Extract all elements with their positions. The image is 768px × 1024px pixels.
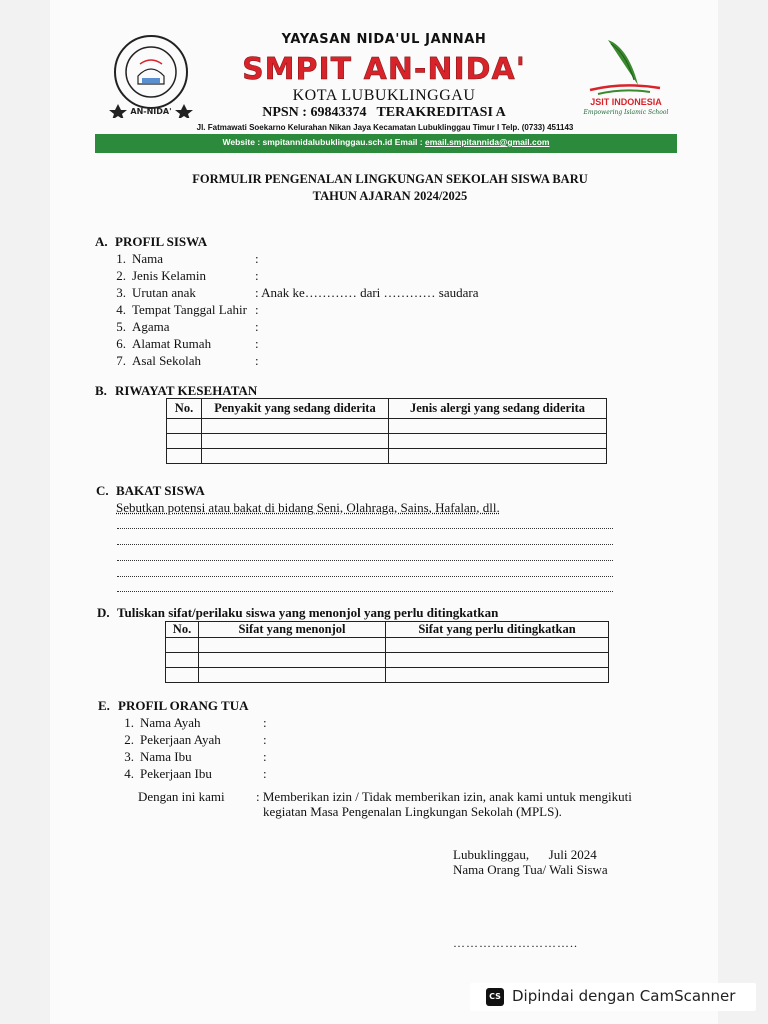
row-number: 4. xyxy=(116,302,126,317)
consent-statement-continued: kegiatan Masa Pengenalan Lingkungan Sekolah (MPLS). xyxy=(263,804,562,819)
school-logo xyxy=(108,32,194,118)
table-cell[interactable] xyxy=(202,419,389,434)
section-b-heading xyxy=(95,383,257,399)
health-table xyxy=(166,398,607,464)
section-a-letter: A. xyxy=(95,234,108,249)
table-cell[interactable] xyxy=(386,668,609,683)
section-d-heading xyxy=(97,605,498,621)
field-label: Nama Ibu xyxy=(140,749,192,764)
column-header: Jenis alergi yang sedang diderita xyxy=(389,399,607,419)
form-title: FORMULIR PENGENALAN LINGKUNGAN SEKOLAH SISWA BARU xyxy=(192,172,588,186)
row-number: 5. xyxy=(116,319,126,334)
camscanner-text: Dipindai dengan CamScanner xyxy=(512,987,736,1005)
field-label: Nama Ayah xyxy=(140,715,201,730)
contact-text xyxy=(95,137,677,147)
table-cell[interactable] xyxy=(199,653,386,668)
field-label: Urutan anak xyxy=(132,285,196,300)
talent-answer-line[interactable] xyxy=(117,527,613,529)
previous-school-field[interactable]: : xyxy=(255,353,259,368)
row-number: 4. xyxy=(124,766,134,781)
signature-role: Nama Orang Tua/ Wali Siswa xyxy=(453,862,608,877)
talent-answer-line[interactable] xyxy=(117,575,613,577)
column-header: No. xyxy=(166,622,199,638)
table-row xyxy=(167,419,607,434)
camscanner-icon: CS xyxy=(486,988,504,1006)
table-cell[interactable] xyxy=(389,419,607,434)
row-number: 3. xyxy=(116,285,126,300)
table-row xyxy=(166,638,609,653)
field-label: Pekerjaan Ibu xyxy=(140,766,212,781)
row-number: 2. xyxy=(116,268,126,283)
jsit-logo-title: JSIT INDONESIA xyxy=(590,97,662,107)
section-c-heading xyxy=(96,483,205,499)
talent-answer-line[interactable] xyxy=(117,590,613,592)
foundation-name: YAYASAN NIDA'UL JANNAH xyxy=(281,32,487,47)
section-b-letter: B. xyxy=(95,383,107,398)
section-b-title: RIWAYAT KESEHATAN xyxy=(115,383,258,398)
row-number: 1. xyxy=(124,715,134,730)
table-cell[interactable] xyxy=(199,638,386,653)
field-label: Pekerjaan Ayah xyxy=(140,732,221,747)
column-header: Sifat yang menonjol xyxy=(199,622,386,638)
birth-order-field[interactable]: : Anak ke………… dari ………… saudara xyxy=(255,285,479,300)
table-cell[interactable] xyxy=(386,653,609,668)
consent-statement[interactable]: : Memberikan izin / Tidak memberikan izin, anak kami untuk mengikuti xyxy=(256,789,632,804)
table-cell[interactable] xyxy=(202,434,389,449)
table-row xyxy=(167,434,607,449)
npsn-line xyxy=(200,105,568,121)
consent-label: Dengan ini kami xyxy=(138,789,225,804)
table-cell[interactable] xyxy=(202,449,389,464)
table-cell[interactable] xyxy=(167,419,202,434)
row-number: 7. xyxy=(116,353,126,368)
table-cell[interactable] xyxy=(166,638,199,653)
talent-instruction: Sebutkan potensi atau bakat di bidang Seni, Olahraga, Sains, Hafalan, dll. xyxy=(116,500,500,515)
table-cell[interactable] xyxy=(166,653,199,668)
gender-field[interactable]: : xyxy=(255,268,259,283)
section-a-heading xyxy=(95,234,207,250)
jsit-logo-tagline: Empowering Islamic School xyxy=(583,109,669,116)
column-header: Sifat yang perlu ditingkatkan xyxy=(386,622,609,638)
section-c-letter: C. xyxy=(96,483,109,498)
website: Website : smpitannidalubuklinggau.sch.id Email : xyxy=(222,137,425,147)
table-row xyxy=(167,449,607,464)
npsn: NPSN : 69843374 xyxy=(262,105,367,120)
table-row xyxy=(166,653,609,668)
section-e-letter: E. xyxy=(98,698,110,713)
father-name-field[interactable]: : xyxy=(263,715,267,730)
table-cell[interactable] xyxy=(166,668,199,683)
religion-field[interactable]: : xyxy=(255,319,259,334)
school-city: KOTA LUBUKLINGGAU xyxy=(292,87,476,104)
birth-place-date-field[interactable]: : xyxy=(255,302,259,317)
section-d-title: Tuliskan sifat/perilaku siswa yang menonjol yang perlu ditingkatkan xyxy=(117,605,499,620)
table-cell[interactable] xyxy=(167,434,202,449)
signature-place-date: Lubuklinggau, Juli 2024 xyxy=(453,847,597,862)
field-label: Agama xyxy=(132,319,170,334)
talent-answer-line[interactable] xyxy=(117,559,613,561)
section-e-heading xyxy=(98,698,249,714)
column-header: No. xyxy=(167,399,202,419)
school-name: SMPIT AN-NIDA' xyxy=(242,52,526,87)
row-number: 3. xyxy=(124,749,134,764)
table-cell[interactable] xyxy=(199,668,386,683)
school-logo-text: AN-NIDA' xyxy=(130,107,172,116)
section-a-title: PROFIL SISWA xyxy=(115,234,208,249)
email-link[interactable]: email.smpitannida@gmail.com xyxy=(424,137,550,147)
row-number: 1. xyxy=(116,251,126,266)
table-cell[interactable] xyxy=(167,449,202,464)
row-number: 6. xyxy=(116,336,126,351)
mother-name-field[interactable]: : xyxy=(263,749,267,764)
table-cell[interactable] xyxy=(386,638,609,653)
address-field[interactable]: : xyxy=(255,336,259,351)
accreditation: TERAKREDITASI A xyxy=(376,105,506,120)
mother-job-field[interactable]: : xyxy=(263,766,267,781)
section-c-title: BAKAT SISWA xyxy=(116,483,205,498)
signature-line[interactable]: ……………………….. xyxy=(453,936,578,950)
column-header: Penyakit yang sedang diderita xyxy=(202,399,389,419)
name-field[interactable]: : xyxy=(255,251,259,266)
table-cell[interactable] xyxy=(389,434,607,449)
school-address: Jl. Fatmawati Soekarno Kelurahan Nikan Jaya Kecamatan Lubuklinggau Timur I Telp. (0733) 451143 xyxy=(196,123,574,132)
field-label: Alamat Rumah xyxy=(132,336,212,351)
father-job-field[interactable]: : xyxy=(263,732,267,747)
talent-answer-line[interactable] xyxy=(117,543,613,545)
section-e-title: PROFIL ORANG TUA xyxy=(118,698,249,713)
field-label: Asal Sekolah xyxy=(132,353,201,368)
field-label: Nama xyxy=(132,251,164,266)
row-number: 2. xyxy=(124,732,134,747)
section-d-letter: D. xyxy=(97,605,110,620)
traits-table xyxy=(165,621,609,683)
table-cell[interactable] xyxy=(389,449,607,464)
field-label: Tempat Tanggal Lahir xyxy=(132,302,247,317)
table-row xyxy=(166,668,609,683)
form-year: TAHUN AJARAN 2024/2025 xyxy=(312,189,468,203)
field-label: Jenis Kelamin xyxy=(132,268,207,283)
